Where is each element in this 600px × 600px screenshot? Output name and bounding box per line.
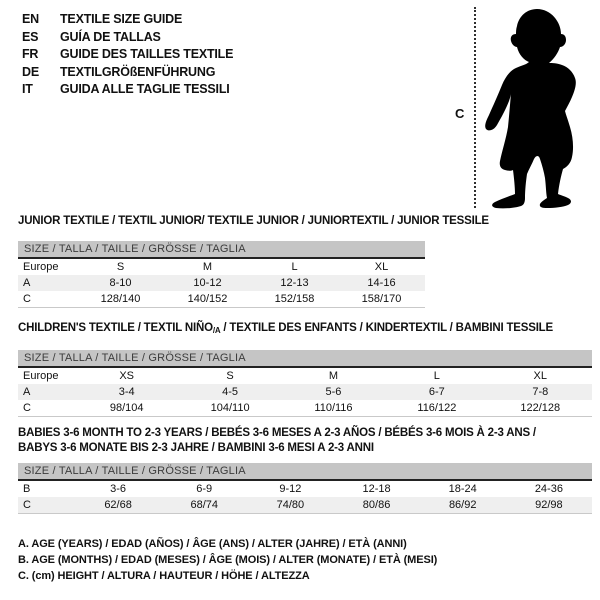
note-b: B. AGE (MONTHS) / EDAD (MESES) / ÂGE (MOIS) / ALTER (MONATE) / ETÀ (MESI) [18,554,438,566]
note-a: A. AGE (YEARS) / EDAD (AÑOS) / ÂGE (ANS) / ALTER (JAHRE) / ETÀ (ANNI) [18,538,407,550]
cell: 116/122 [417,402,457,414]
cell: M [328,370,339,382]
lang-row-it [22,81,233,99]
cell: 98/104 [109,402,144,414]
lang-code: FR [22,47,39,61]
table-row [18,259,425,275]
title-text: CHILDREN'S TEXTILE / TEXTIL NIÑO [18,322,213,334]
table-row [18,481,592,497]
lang-title: GUÍA DE TALLAS [60,29,161,44]
babies-table-section [18,426,592,514]
cell: 74/80 [276,499,305,511]
cell: 86/92 [448,499,477,511]
table-row [18,497,592,514]
babies-size-table [18,481,592,514]
cell: 92/98 [535,499,563,511]
table-row [18,400,592,417]
row-label: C [23,499,31,511]
cell: 128/140 [100,293,141,305]
table-row [18,368,592,384]
cell: 6-9 [196,483,213,495]
cell: 104/110 [210,402,250,414]
cell: 8-10 [109,277,132,289]
row-label: C [23,402,31,414]
lang-code: IT [22,82,33,96]
cell: S [226,370,234,382]
lang-row-fr [22,46,233,64]
row-label: A [23,386,31,398]
cell: 3-6 [110,483,127,495]
lang-title: TEXTILE SIZE GUIDE [60,12,183,26]
cell: 24-36 [534,483,563,495]
table-row [18,275,425,291]
lang-code: ES [22,29,39,44]
cell: 110/116 [314,402,353,414]
cell: XL [374,261,389,273]
lang-code: EN [22,12,39,26]
lang-row-es [22,29,233,47]
cell: 140/152 [187,293,228,305]
row-label: Europe [23,370,59,382]
row-label: C [23,293,31,305]
measure-label-c: C [455,106,465,121]
height-measure-dotted-line [474,7,476,208]
lang-row-de [22,64,233,82]
cell: 158/170 [361,293,402,305]
cell: 14-16 [367,277,396,289]
cell: 80/86 [362,499,391,511]
junior-size-table [18,259,425,308]
cell: 62/68 [104,499,132,511]
cell: XS [119,370,135,382]
babies-table-title [18,426,592,456]
cell: 5-6 [325,386,342,398]
lang-title: GUIDA ALLE TAGLIE TESSILI [60,82,230,96]
title-text: / TEXTILE DES ENFANTS / KINDERTEXTIL / BAMBINI TESSILE [220,322,553,334]
baby-silhouette-icon [483,5,583,209]
babies-title-line2: BABYS 3-6 MONATE BIS 2-3 JAHRE / BAMBINI 3-6 MESI A 2-3 ANNI [18,442,374,454]
lang-row-en [22,11,233,29]
cell: 4-5 [222,386,239,398]
children-table-section [18,321,592,417]
babies-title-line1: BABIES 3-6 MONTH TO 2-3 YEARS / BEBÉS 3-6 MESES A 2-3 AÑOS / BÉBÉS 3-6 MOIS À 2-3 ANS / [18,427,536,439]
children-size-table [18,368,592,417]
cell: L [433,370,440,382]
cell: L [291,261,298,273]
junior-size-header-bar: SIZE / TALLA / TAILLE / GRÖSSE / TAGLIA [18,241,425,259]
legend-notes [18,536,437,584]
cell: 7-8 [532,386,549,398]
junior-table-section [18,214,489,308]
row-label: Europe [23,261,59,273]
babies-size-header-bar: SIZE / TALLA / TAILLE / GRÖSSE / TAGLIA [18,463,592,481]
cell: 12-13 [280,277,309,289]
cell: 12-18 [362,483,391,495]
cell: 10-12 [193,277,222,289]
lang-code: DE [22,64,39,79]
table-row [18,291,425,308]
children-table-title [18,321,592,338]
row-label: B [23,483,31,495]
language-title-list [22,11,233,99]
cell: 18-24 [448,483,477,495]
cell: 68/74 [190,499,218,511]
cell: 3-4 [118,386,135,398]
cell: S [116,261,125,273]
cell: 9-12 [279,483,302,495]
row-label: A [23,277,31,289]
cell: 6-7 [428,386,445,398]
cell: XL [533,370,548,382]
junior-table-title: JUNIOR TEXTILE / TEXTIL JUNIOR/ TEXTILE JUNIOR / JUNIORTEXTIL / JUNIOR TESSILE [18,215,489,227]
table-row [18,384,592,400]
children-size-header-bar: SIZE / TALLA / TAILLE / GRÖSSE / TAGLIA [18,350,592,368]
lang-title: TEXTILGRÖßENFÜHRUNG [60,64,216,79]
title-subscript: /A [212,326,221,335]
cell: 152/158 [274,293,315,305]
lang-title: GUIDE DES TAILLES TEXTILE [60,47,234,61]
note-c: C. (cm) HEIGHT / ALTURA / HAUTEUR / HÖHE / ALTEZZA [18,570,310,582]
cell: 122/128 [520,402,561,414]
cell: M [202,261,213,273]
